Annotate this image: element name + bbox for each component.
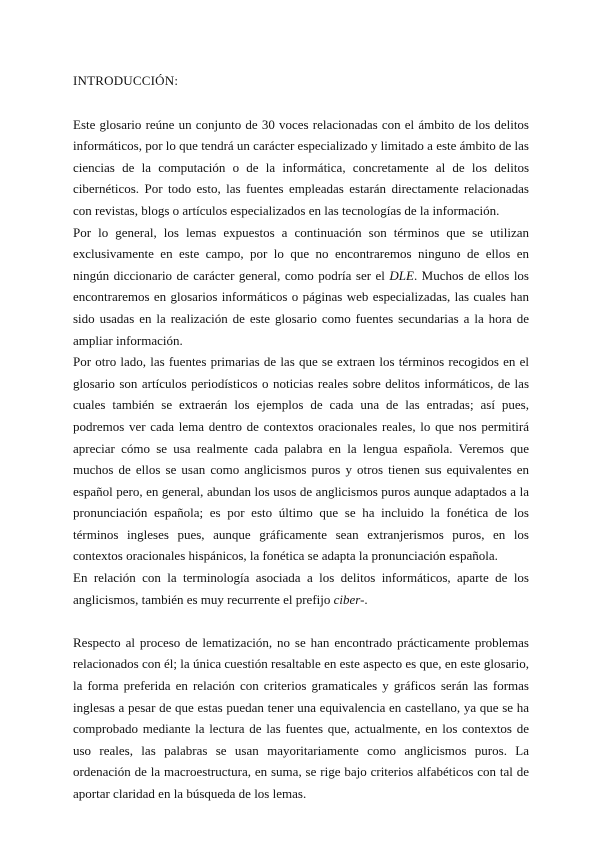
prefix-ciber: ciber- xyxy=(333,591,365,607)
dle-abbreviation: DLE xyxy=(389,267,414,283)
paragraph-spacer xyxy=(73,610,529,632)
document-page xyxy=(73,70,529,805)
paragraph-prefijo xyxy=(73,567,529,610)
paragraph-lemas-text-a: Por lo general, los lemas expuestos a continuación son términos que se utilizan exclusivamente en este campo, por lo que no encontraremos ninguno de ellos en ningún diccionario de carácter general, como podría ser el xyxy=(73,224,529,283)
paragraph-lemas-text-b: . Muchos de ellos los encontraremos en glosarios informáticos o páginas web especializadas, las cuales han sido usadas en la realización de este glosario como fuentes secundarias a la hora de ampliar información. xyxy=(73,267,529,348)
paragraph-prefijo-text-b: . xyxy=(364,591,368,607)
paragraph-lemas xyxy=(73,222,529,352)
paragraph-fuentes: Por otro lado, las fuentes primarias de las que se extraen los términos recogidos en el glosario son artículos periodísticos o noticias reales sobre delitos informáticos, de las cuales también se extraerán los ejemplos de cada una de las entradas; así pues, podremos ver cada lema dentro de contextos oracionales reales, lo que nos permitirá apreciar cómo se usa realmente cada palabra en la lengua española. Veremos que muchos de ellos se usan como anglicismos puros y otros tienen sus equivalentes en español pero, en general, abundan los usos de anglicismos puros aunque adaptados a la pronunciación española; es por esto último que se ha incluido la fonética de los términos ingleses pues, aunque gráficamente sean extranjerismos puros, en los contextos oracionales hispánicos, la fonética se adapta la pronunciación española. xyxy=(73,354,529,564)
paragraph-intro: Este glosario reúne un conjunto de 30 voces relacionadas con el ámbito de los delitos informáticos, por lo que tendrá un carácter especializado y limitado a este ámbito de las ciencias de la computación o de la informática, concretamente al de los delitos cibernéticos. Por todo esto, las fuentes empleadas estarán directamente relacionadas con revistas, blogs o artículos especializados en las tecnologías de la información. xyxy=(73,116,529,218)
paragraph-prefijo-text-a: En relación con la terminología asociada a los delitos informáticos, aparte de los anglicismos, también es muy recurrente el prefijo xyxy=(73,570,529,607)
paragraph-lematizacion: Respecto al proceso de lematización, no se han encontrado prácticamente problemas relacionados con él; la única cuestión resaltable en este aspecto es que, en este glosario, la forma preferida en relación con criterios gramaticales y gráficos serán las formas inglesas a pesar de que estas puedan tener una equivalencia en castellano, ya que se ha comprobado mediante la lectura de las fuentes que, actualmente, en los contextos de uso reales, las palabras se usan mayoritariamente como anglicismos puros. La ordenación de la macroestructura, en suma, se rige bajo criterios alfabéticos con tal de aportar claridad en la búsqueda de los lemas. xyxy=(73,634,529,801)
section-heading: INTRODUCCIÓN: xyxy=(73,73,179,88)
